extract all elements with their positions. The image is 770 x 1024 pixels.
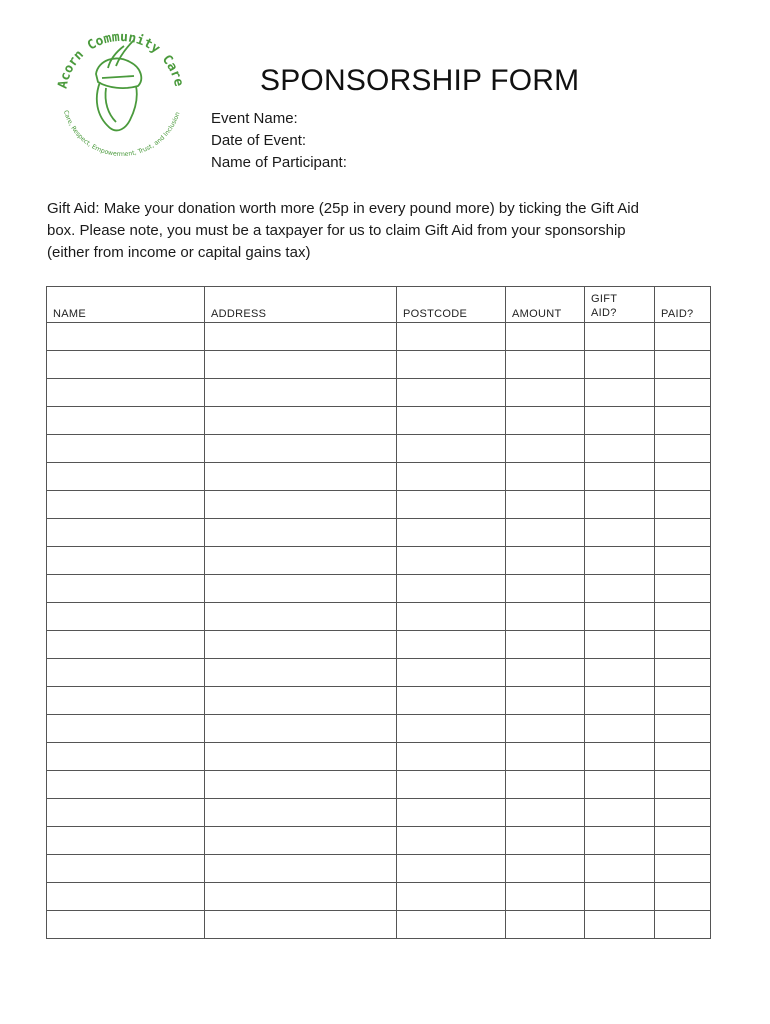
gift-aid-notice [47, 198, 727, 264]
name-cell[interactable] [47, 883, 205, 911]
postcode-cell[interactable] [397, 659, 506, 687]
table-row [47, 799, 711, 827]
paid-cell[interactable] [655, 519, 711, 547]
name-cell[interactable] [47, 715, 205, 743]
postcode-cell[interactable] [397, 435, 506, 463]
table-row [47, 547, 711, 575]
column-header-name: NAME [47, 287, 205, 323]
logo-arc-text: Acorn Community Care [55, 29, 187, 90]
gift-aid-cell[interactable] [585, 547, 655, 575]
name-cell[interactable] [47, 771, 205, 799]
gift-aid-line: Gift Aid: Make your donation worth more (25p in every pound more) by ticking the Gift Aid [47, 200, 639, 217]
table-header-row [47, 287, 711, 323]
name-cell[interactable] [47, 463, 205, 491]
table-row [47, 715, 711, 743]
paid-cell[interactable] [655, 547, 711, 575]
name-cell[interactable] [47, 351, 205, 379]
name-cell[interactable] [47, 659, 205, 687]
paid-cell[interactable] [655, 323, 711, 351]
gift-aid-cell[interactable] [585, 323, 655, 351]
amount-cell[interactable] [506, 715, 585, 743]
postcode-cell[interactable] [397, 771, 506, 799]
table-row [47, 771, 711, 799]
event-date-field[interactable]: Date of Event: [211, 132, 307, 149]
amount-cell[interactable] [506, 855, 585, 883]
sponsorship-table [46, 286, 711, 939]
postcode-cell[interactable] [397, 911, 506, 939]
address-cell[interactable] [205, 855, 397, 883]
paid-cell[interactable] [655, 603, 711, 631]
postcode-cell[interactable] [397, 687, 506, 715]
name-cell[interactable] [47, 519, 205, 547]
paid-cell[interactable] [655, 771, 711, 799]
postcode-cell[interactable] [397, 407, 506, 435]
paid-cell[interactable] [655, 659, 711, 687]
name-cell[interactable] [47, 911, 205, 939]
name-cell[interactable] [47, 687, 205, 715]
postcode-cell[interactable] [397, 379, 506, 407]
name-cell[interactable] [47, 323, 205, 351]
gift-aid-cell[interactable] [585, 351, 655, 379]
address-cell[interactable] [205, 519, 397, 547]
paid-cell[interactable] [655, 743, 711, 771]
table-row [47, 659, 711, 687]
postcode-cell[interactable] [397, 323, 506, 351]
name-cell[interactable] [47, 827, 205, 855]
address-cell[interactable] [205, 491, 397, 519]
amount-cell[interactable] [506, 743, 585, 771]
address-cell[interactable] [205, 463, 397, 491]
paid-cell[interactable] [655, 855, 711, 883]
gift-aid-header-line: GIFT [591, 293, 618, 305]
gift-aid-cell[interactable] [585, 603, 655, 631]
amount-cell[interactable] [506, 603, 585, 631]
address-cell[interactable] [205, 631, 397, 659]
postcode-cell[interactable] [397, 743, 506, 771]
name-cell[interactable] [47, 855, 205, 883]
gift-aid-cell[interactable] [585, 519, 655, 547]
table-row [47, 463, 711, 491]
gift-aid-line: box. Please note, you must be a taxpayer for us to claim Gift Aid from your sponsorship [47, 222, 626, 239]
address-cell[interactable] [205, 379, 397, 407]
paid-cell[interactable] [655, 715, 711, 743]
amount-cell[interactable] [506, 687, 585, 715]
postcode-cell[interactable] [397, 463, 506, 491]
name-cell[interactable] [47, 743, 205, 771]
table-row [47, 379, 711, 407]
table-row [47, 323, 711, 351]
postcode-cell[interactable] [397, 575, 506, 603]
amount-cell[interactable] [506, 659, 585, 687]
name-cell[interactable] [47, 603, 205, 631]
address-cell[interactable] [205, 827, 397, 855]
table-row [47, 883, 711, 911]
amount-cell[interactable] [506, 519, 585, 547]
gift-aid-cell[interactable] [585, 799, 655, 827]
name-cell[interactable] [47, 799, 205, 827]
gift-aid-header-line: AID? [591, 307, 617, 319]
table-row [47, 631, 711, 659]
postcode-cell[interactable] [397, 631, 506, 659]
table-row [47, 435, 711, 463]
name-cell[interactable] [47, 547, 205, 575]
amount-cell[interactable] [506, 827, 585, 855]
table-row [47, 827, 711, 855]
gift-aid-cell[interactable] [585, 575, 655, 603]
table-row [47, 407, 711, 435]
address-cell[interactable] [205, 435, 397, 463]
paid-cell[interactable] [655, 911, 711, 939]
amount-cell[interactable] [506, 911, 585, 939]
postcode-cell[interactable] [397, 519, 506, 547]
amount-cell[interactable] [506, 323, 585, 351]
address-cell[interactable] [205, 715, 397, 743]
paid-cell[interactable] [655, 463, 711, 491]
table-row [47, 519, 711, 547]
address-cell[interactable] [205, 687, 397, 715]
gift-aid-cell[interactable] [585, 687, 655, 715]
address-cell[interactable] [205, 603, 397, 631]
paid-cell[interactable] [655, 827, 711, 855]
table-row [47, 575, 711, 603]
amount-cell[interactable] [506, 491, 585, 519]
paid-cell[interactable] [655, 491, 711, 519]
table-row [47, 491, 711, 519]
column-header-gift-aid [585, 287, 655, 323]
gift-aid-cell[interactable] [585, 491, 655, 519]
gift-aid-cell[interactable] [585, 631, 655, 659]
amount-cell[interactable] [506, 631, 585, 659]
paid-cell[interactable] [655, 687, 711, 715]
gift-aid-cell[interactable] [585, 435, 655, 463]
table-row [47, 855, 711, 883]
address-cell[interactable] [205, 799, 397, 827]
gift-aid-cell[interactable] [585, 659, 655, 687]
event-details [211, 108, 347, 174]
address-cell[interactable] [205, 575, 397, 603]
amount-cell[interactable] [506, 435, 585, 463]
paid-cell[interactable] [655, 435, 711, 463]
acorn-icon [96, 40, 141, 130]
table-row [47, 911, 711, 939]
amount-cell[interactable] [506, 547, 585, 575]
amount-cell[interactable] [506, 883, 585, 911]
amount-cell[interactable] [506, 575, 585, 603]
name-cell[interactable] [47, 435, 205, 463]
column-header-amount: AMOUNT [506, 287, 585, 323]
sponsorship-rows [47, 323, 711, 939]
paid-cell[interactable] [655, 407, 711, 435]
postcode-cell[interactable] [397, 547, 506, 575]
postcode-cell[interactable] [397, 491, 506, 519]
name-cell[interactable] [47, 407, 205, 435]
gift-aid-cell[interactable] [585, 827, 655, 855]
postcode-cell[interactable] [397, 799, 506, 827]
paid-cell[interactable] [655, 883, 711, 911]
address-cell[interactable] [205, 407, 397, 435]
organisation-logo [46, 16, 196, 161]
gift-aid-cell[interactable] [585, 855, 655, 883]
amount-cell[interactable] [506, 771, 585, 799]
gift-aid-cell[interactable] [585, 911, 655, 939]
amount-cell[interactable] [506, 407, 585, 435]
event-name-field[interactable]: Event Name: [211, 110, 298, 127]
amount-cell[interactable] [506, 799, 585, 827]
paid-cell[interactable] [655, 575, 711, 603]
postcode-cell[interactable] [397, 855, 506, 883]
postcode-cell[interactable] [397, 883, 506, 911]
table-row [47, 351, 711, 379]
gift-aid-cell[interactable] [585, 463, 655, 491]
address-cell[interactable] [205, 771, 397, 799]
name-cell[interactable] [47, 379, 205, 407]
gift-aid-cell[interactable] [585, 743, 655, 771]
column-header-paid: PAID? [655, 287, 711, 323]
paid-cell[interactable] [655, 351, 711, 379]
gift-aid-cell[interactable] [585, 407, 655, 435]
address-cell[interactable] [205, 743, 397, 771]
gift-aid-cell[interactable] [585, 379, 655, 407]
logo-tagline: Care, Respect, Empowerment, Trust, and Inclusion [61, 109, 182, 159]
address-cell[interactable] [205, 323, 397, 351]
address-cell[interactable] [205, 351, 397, 379]
participant-name-field[interactable]: Name of Participant: [211, 154, 347, 171]
address-cell[interactable] [205, 659, 397, 687]
name-cell[interactable] [47, 491, 205, 519]
amount-cell[interactable] [506, 463, 585, 491]
paid-cell[interactable] [655, 799, 711, 827]
address-cell[interactable] [205, 547, 397, 575]
table-row [47, 687, 711, 715]
column-header-address: ADDRESS [205, 287, 397, 323]
page-title: SPONSORSHIP FORM [260, 64, 580, 97]
gift-aid-cell[interactable] [585, 883, 655, 911]
address-cell[interactable] [205, 883, 397, 911]
gift-aid-cell[interactable] [585, 715, 655, 743]
amount-cell[interactable] [506, 379, 585, 407]
postcode-cell[interactable] [397, 827, 506, 855]
name-cell[interactable] [47, 631, 205, 659]
address-cell[interactable] [205, 911, 397, 939]
postcode-cell[interactable] [397, 603, 506, 631]
column-header-postcode: POSTCODE [397, 287, 506, 323]
paid-cell[interactable] [655, 631, 711, 659]
gift-aid-cell[interactable] [585, 771, 655, 799]
paid-cell[interactable] [655, 379, 711, 407]
amount-cell[interactable] [506, 351, 585, 379]
postcode-cell[interactable] [397, 715, 506, 743]
gift-aid-line: (either from income or capital gains tax) [47, 244, 311, 261]
table-row [47, 603, 711, 631]
table-row [47, 743, 711, 771]
postcode-cell[interactable] [397, 351, 506, 379]
name-cell[interactable] [47, 575, 205, 603]
